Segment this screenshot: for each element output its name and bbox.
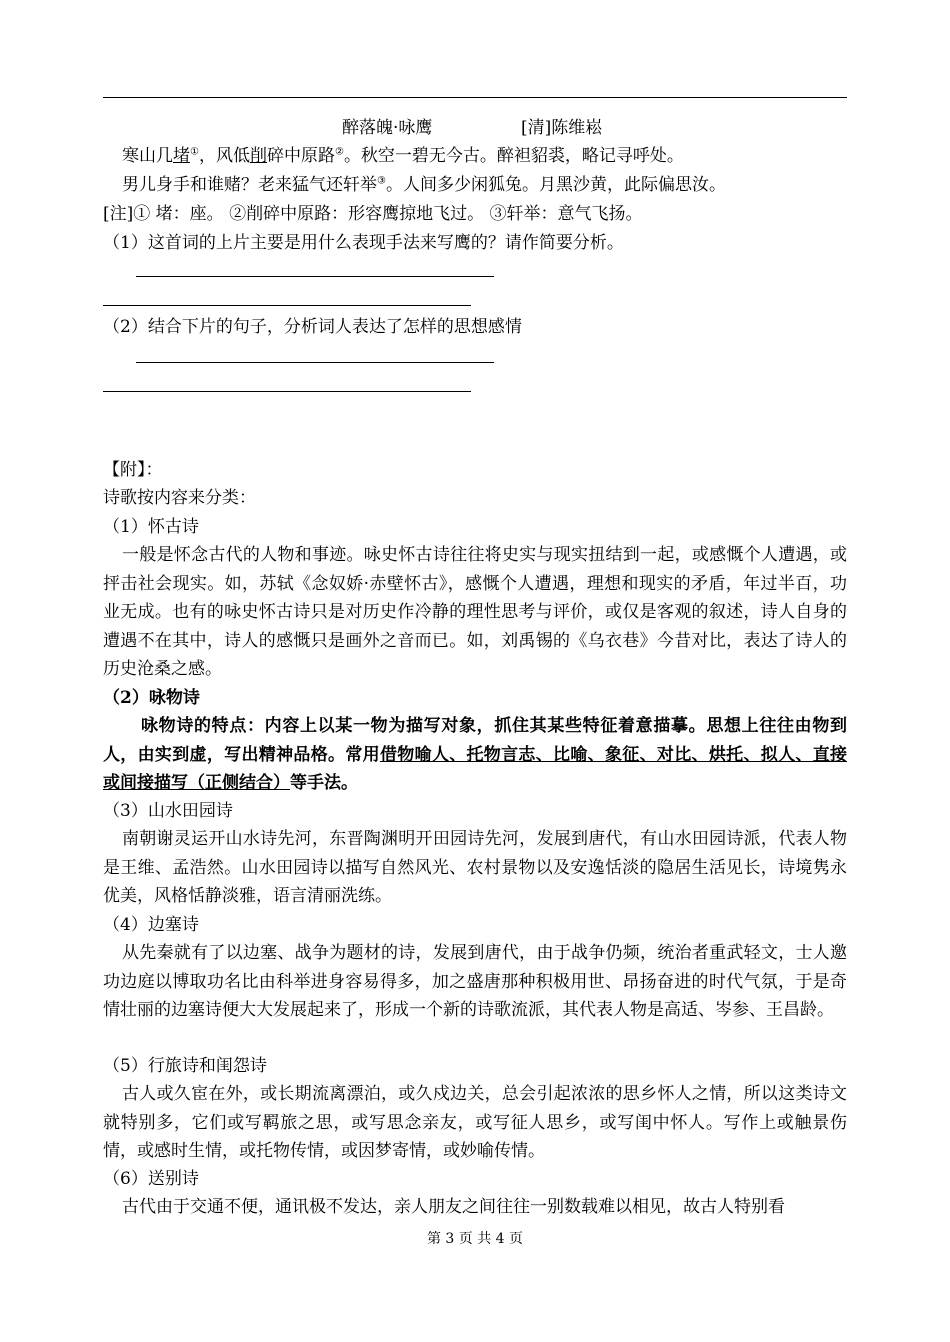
appendix-intro: 诗歌按内容来分类： (103, 488, 256, 508)
poem-notes: [注]① 堵：座。 ②削碎中原路：形容鹰掠地飞过。 ③轩举：意气飞扬。 (103, 204, 643, 224)
poem-author: [清]陈维崧 (521, 118, 603, 138)
question-1: （1）这首词的上片主要是用什么表现手法来写鹰的？请作简要分析。 (103, 233, 624, 253)
section-1-body: 一般是怀念古代的人物和事迹。咏史怀古诗往往将史实与现实扭结到一起，或感慨个人遭遇，或抨击社会现实。如，苏轼《念奴娇·赤壁怀古》，感慨个人遭遇，理想和现实的矛盾，年过半百，功业无成。也有的咏史怀古诗只是对历史作冷静的理性思考与评价，或仅是客观的叙述，诗人自身的遭遇不在其中，诗人的感慨只是画外之音而已。如，刘禹锡的《乌衣巷》今昔对比，表达了诗人的历史沧桑之感。 (103, 545, 847, 679)
poem-title: 醉落魄·咏鹰 (342, 118, 433, 138)
answer-line-1a[interactable] (136, 276, 494, 277)
section-2-title: （2）咏物诗 (103, 688, 200, 708)
section-4-body: 从先秦就有了以边塞、战争为题材的诗，发展到唐代，由于战争仍频，统治者重武轻文，士人邀功边庭以博取功名比由科举进身容易得多，加之盛唐那种积极用世、昂扬奋进的时代气氛，于是奇情壮丽的边塞诗便大大发展起来了，形成一个新的诗歌流派，其代表人物是高适、岑参、王昌龄。 (103, 943, 847, 1020)
footnote-marker-1: ① (190, 146, 199, 158)
section-6-title: （6）送别诗 (103, 1169, 199, 1189)
question-2: （2）结合下片的句子，分析词人表达了怎样的思想感情 (103, 317, 522, 337)
section-2-body: 咏物诗的特点：内容上以某一物为描写对象，抓住其某些特征着意描摹。思想上往往由物到人，由实到虚，写出精神品格。常用借物喻人、托物言志、比喻、象征、对比、烘托、拟人、直接或间接描写（正侧结合）等手法。 (103, 716, 847, 793)
answer-line-2b[interactable] (103, 391, 471, 392)
section-2-techniques: 借物喻人、托物言志、比喻、象征、对比、烘托、拟人、直接或间接描写（正侧结合） (103, 744, 847, 793)
section-5-body: 古人或久宦在外，或长期流离漂泊，或久戍边关，总会引起浓浓的思乡怀人之情，所以这类诗文就特别多，它们或写羁旅之思，或写思念亲友，或写征人思乡，或写闺中怀人。写作上或触景伤情，或感时生情，或托物传情，或因梦寄情，或妙喻传情。 (103, 1084, 847, 1161)
poem-line-2: 男儿身手和谁赌？老来猛气还轩举③。人间多少闲狐兔。月黑沙黄，此际偏思汝。 (122, 175, 726, 195)
footnote-marker-3: ③ (377, 175, 386, 187)
section-5-title: （5）行旅诗和闺怨诗 (103, 1056, 267, 1076)
section-3-title: （3）山水田园诗 (103, 801, 233, 821)
section-1-title: （1）怀古诗 (103, 517, 199, 537)
appendix-heading: 【附】： (103, 460, 163, 480)
section-3-body: 南朝谢灵运开山水诗先河，东晋陶渊明开田园诗先河，发展到唐代，有山水田园诗派，代表人物是王维、孟浩然。山水田园诗以描写自然风光、农村景物以及安逸恬淡的隐居生活见长，诗境隽永优美，风格恬静淡雅，语言清丽洗练。 (103, 829, 847, 906)
answer-line-2a[interactable] (136, 362, 494, 363)
section-6-body: 古代由于交通不便，通讯极不发达，亲人朋友之间往往一别数载难以相见，故古人特别看 (122, 1197, 785, 1217)
page-footer: 第 3 页 共 4 页 (426, 1231, 524, 1247)
section-4-title: （4）边塞诗 (103, 915, 199, 935)
footnote-marker-2: ② (334, 146, 344, 158)
answer-line-1b[interactable] (103, 305, 471, 306)
top-rule (103, 97, 847, 98)
poem-line-1: 寒山几堵①，风低削碎中原路②。秋空一碧无今古。醉袒貂裘，略记寻呼处。 (122, 146, 684, 166)
